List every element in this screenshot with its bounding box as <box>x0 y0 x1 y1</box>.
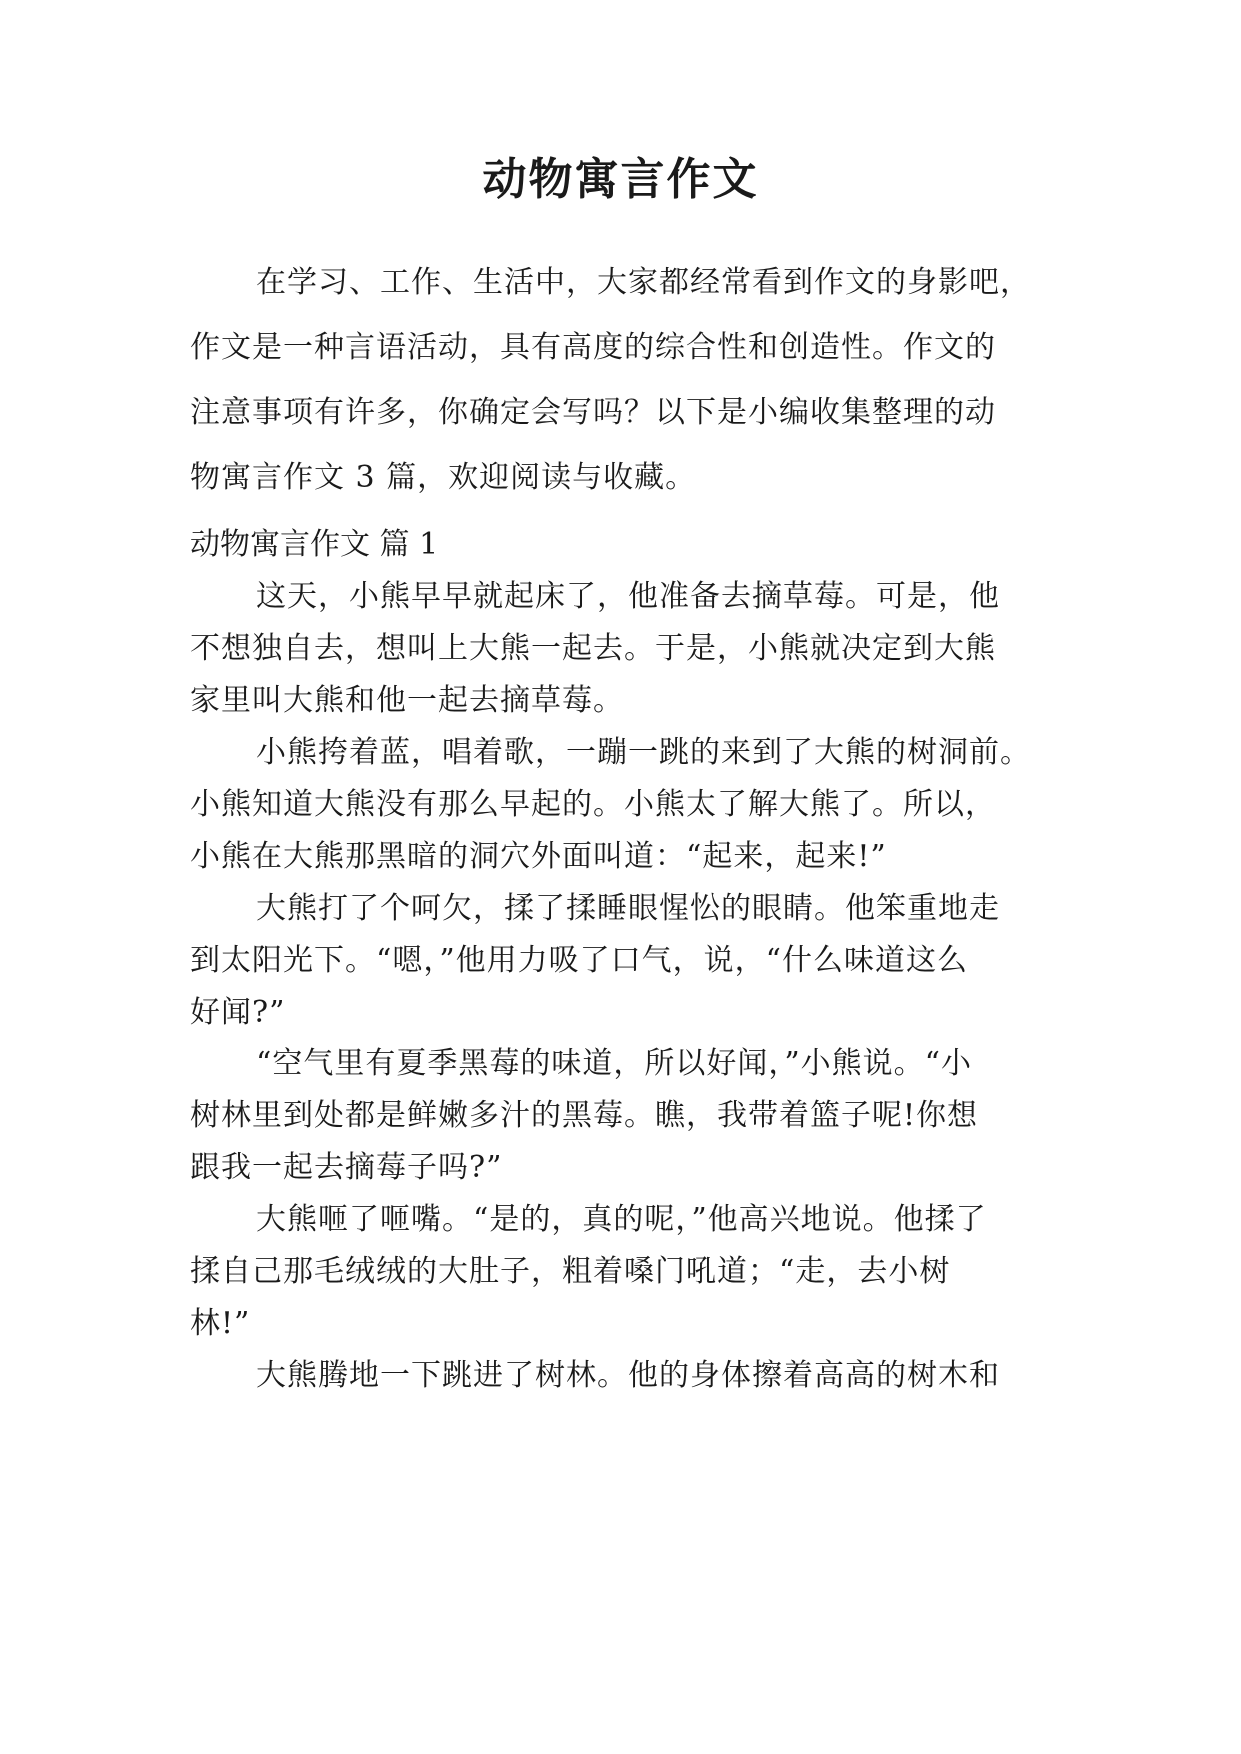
paragraph-line: “空气里有夏季黑莓的味道，所以好闻，”小熊说。“小 <box>256 1046 973 1081</box>
document-title: 动物寓言作文 <box>482 154 759 205</box>
intro-line: 物寓言作文 3 篇，欢迎阅读与收藏。 <box>190 460 697 495</box>
paragraph-line: 跟我一起去摘莓子吗?” <box>190 1150 503 1185</box>
paragraph-line: 小熊知道大熊没有那么早起的。小熊太了解大熊了。所以， <box>190 787 996 822</box>
paragraph-line: 好闻?” <box>190 995 286 1030</box>
intro-line: 在学习、工作、生活中，大家都经常看到作文的身影吧， <box>256 265 1031 300</box>
intro-line: 作文是一种言语活动，具有高度的综合性和创造性。作文的 <box>190 330 996 365</box>
paragraph-line: 小熊挎着蓝，唱着歌，一蹦一跳的来到了大熊的树洞前。 <box>256 735 1031 770</box>
paragraph-line: 大熊腾地一下跳进了树林。他的身体擦着高高的树木和 <box>256 1358 1000 1393</box>
paragraph-line: 这天，小熊早早就起床了，他准备去摘草莓。可是，他 <box>256 579 1000 614</box>
paragraph-line: 到太阳光下。“嗯，”他用力吸了口气，说，“什么味道这么 <box>190 943 969 978</box>
paragraph-line: 不想独自去，想叫上大熊一起去。于是，小熊就决定到大熊 <box>190 631 996 666</box>
paragraph-line: 家里叫大熊和他一起去摘草莓。 <box>190 683 624 718</box>
paragraph-line: 树林里到处都是鲜嫩多汁的黑莓。瞧，我带着篮子呢!你想 <box>190 1098 979 1133</box>
paragraph-line: 小熊在大熊那黑暗的洞穴外面叫道：“起来，起来!” <box>190 839 887 874</box>
paragraph-line: 大熊打了个呵欠，揉了揉睡眼惺忪的眼睛。他笨重地走 <box>256 891 1000 926</box>
intro-line: 注意事项有许多，你确定会写吗？以下是小编收集整理的动 <box>190 395 996 430</box>
section-heading: 动物寓言作文 篇 1 <box>190 527 439 562</box>
paragraph-line: 大熊咂了咂嘴。“是的，真的呢，”他高兴地说。他揉了 <box>256 1202 987 1237</box>
paragraph-line: 揉自己那毛绒绒的大肚子，粗着嗓门吼道；“走，去小树 <box>190 1254 951 1289</box>
paragraph-line: 林!” <box>190 1306 251 1341</box>
